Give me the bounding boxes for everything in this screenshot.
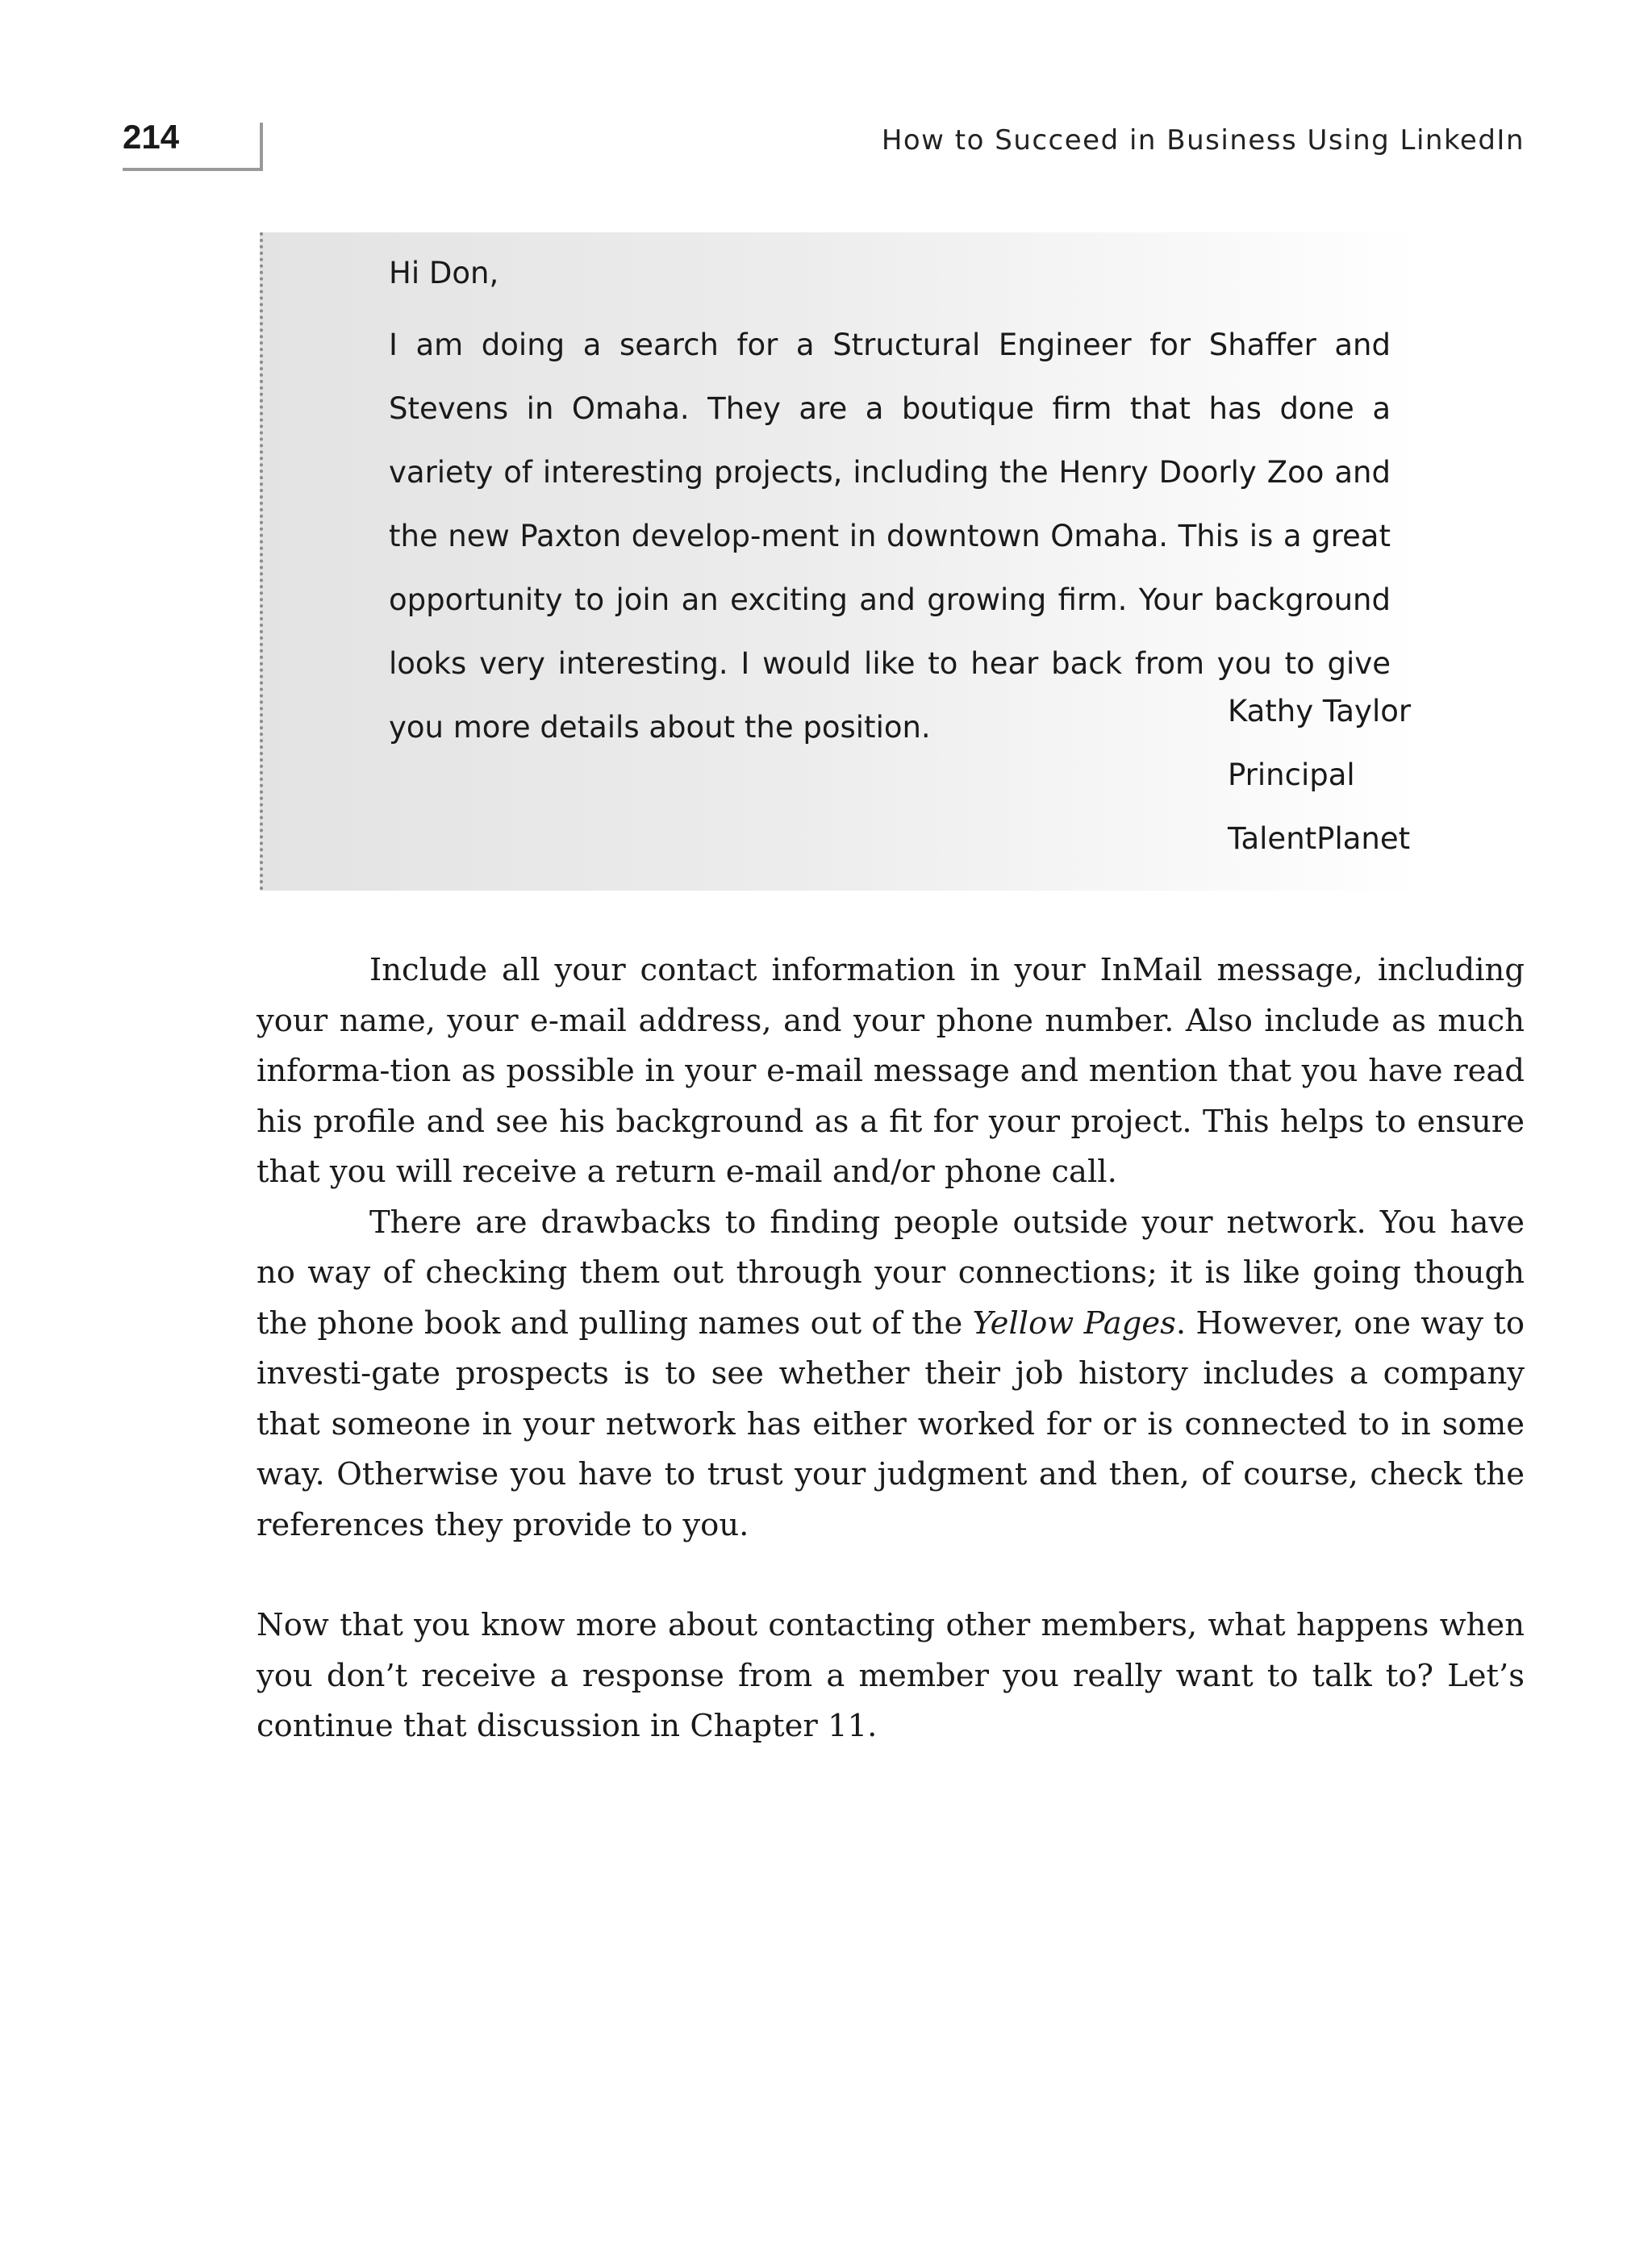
signature-name: Kathy Taylor — [1228, 694, 1412, 728]
paragraph-transition: Now that you know more about contacting other members, what happens when you don’t receive a response from a member you really want to talk to? Let’s continue that discussion in Chapter 11. — [257, 1607, 1525, 1744]
paragraph-contact-info: Include all your contact information in your InMail message, including your name, your e-mail address, and your phone number. Also include as much informa-tion as possible in your e-mail message and mention that you have read his profile and see his background as a fit for your project. This helps to ensure that you will receive a return e-mail and/or phone call. — [257, 952, 1525, 1190]
paragraph-drawbacks-end: . However, one way to investi-gate prospects is to see whether their job history includes a company that someone in your network has either worked for or is connected to in some way. Otherwise you have to trust your judgment and then, of course, check the references they provide to you. — [257, 1304, 1525, 1543]
body-text — [257, 945, 1525, 1752]
running-head: How to Succeed in Business Using LinkedIn — [881, 124, 1525, 157]
message-signature — [1228, 679, 1411, 870]
signature-company: TalentPlanet — [1228, 821, 1411, 856]
message-body: I am doing a search for a Structural Engineer for Shaffer and Stevens in Omaha. They are a boutique firm that has done a variety of interesting projects, including the Henry Doorly Zoo and the new Paxton develop-ment in downtown Omaha. This is a great opportunity to join an exciting and growing firm. Your background looks very interesting. I would like to hear back from you to give you more details about the position. — [389, 328, 1391, 745]
inmail-example-sidebar — [260, 232, 1423, 891]
message-greeting: Hi Don, — [389, 256, 499, 290]
paragraph-drawbacks — [257, 1198, 1525, 1551]
page-number: 214 — [123, 118, 180, 156]
paragraph-drawbacks-start: There are drawbacks to finding people outside your network. You have no way of checking them out through your connections; it is like going though the phone book and pulling names out of the — [257, 1204, 1525, 1342]
yellow-pages-italic: Yellow Pages — [972, 1304, 1176, 1342]
signature-title: Principal — [1228, 758, 1355, 792]
sidebar-dotted-rule — [260, 232, 263, 891]
